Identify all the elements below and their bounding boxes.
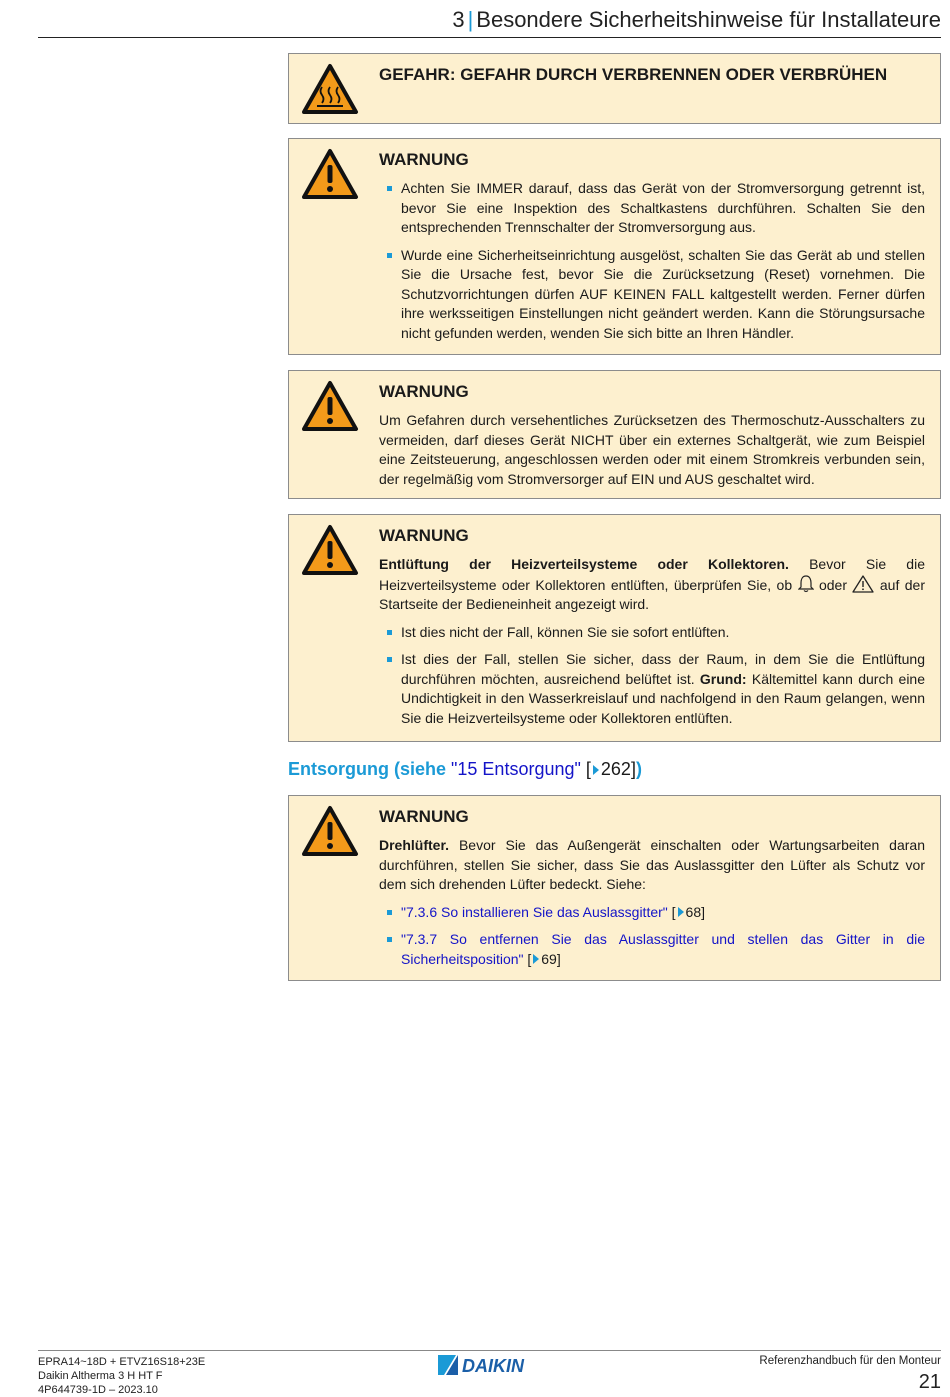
section-heading-disposal: Entsorgung (siehe "15 Entsorgung" [ 262]) — [288, 759, 642, 779]
footer-line: 4P644739-1D – 2023.10 — [38, 1384, 158, 1396]
footer-model-info — [38, 1355, 205, 1397]
page-arrow-icon — [678, 907, 684, 917]
footer-line: Daikin Altherma 3 H HT F — [38, 1370, 163, 1382]
exclamation-warning-icon — [301, 524, 359, 576]
lead-text: auf der Startseite der Bedieneinheit angezeigt wird. — [379, 576, 925, 612]
section-suffix: ) — [635, 759, 642, 779]
section-link[interactable]: "15 Entsorgung" — [451, 759, 581, 779]
warning-box-fan — [288, 795, 941, 981]
chapter-title: Besondere Sicherheitshinweise für Installateure — [476, 7, 941, 32]
page-arrow-icon — [533, 954, 539, 964]
section-prefix: Entsorgung (siehe — [288, 759, 452, 779]
footer-line: EPRA14~18D + ETVZ16S18+23E — [38, 1356, 206, 1368]
box-title: WARNUNG — [379, 807, 469, 826]
list-item — [379, 650, 925, 728]
lead-bold: Entlüftung der Heizverteilsysteme oder Kollektoren. — [379, 556, 789, 572]
box-title: WARNUNG — [379, 526, 469, 545]
lead-text: oder — [813, 576, 853, 593]
reference-link[interactable]: "7.3.6 So installieren Sie das Auslassgitter" — [401, 903, 668, 920]
page-ref[interactable]: 69 — [541, 950, 557, 967]
exclamation-warning-icon — [301, 805, 359, 857]
daikin-logo — [438, 1353, 542, 1377]
warning-text — [379, 836, 925, 895]
page-ref[interactable]: 262 — [600, 759, 631, 779]
item-text: Ist dies der Fall, stellen Sie sicher, dass der Raum, in dem Sie die Entlüftung durchführen möchten, ausreichend belüftet ist. — [401, 651, 925, 687]
page-ref[interactable]: 68 — [685, 903, 702, 920]
exclamation-warning-icon — [301, 380, 359, 432]
exclamation-warning-icon — [301, 148, 359, 200]
warning-triangle-icon — [852, 575, 874, 593]
item-text: Kältemittel kann durch eine Undichtigkeit in den Wasserkreislauf und nachfolgend in den Raum gelangen, wenn Sie die Heizverteilsysteme oder Kollektoren entlüften. — [401, 670, 926, 726]
box-title: WARNUNG — [379, 150, 469, 169]
lead-bold: Drehlüfter. — [379, 837, 450, 853]
lead-text: Bevor Sie das Außengerät einschalten oder Wartungsarbeiten daran durchführen, stellen Sie sicher, dass Sie das Auslassgitter den Lüfter als Schutz vor dem sich drehenden Lüfter bedeckt. Siehe: — [379, 837, 925, 892]
warning-text — [379, 555, 925, 615]
item-bold: Grund: — [699, 670, 747, 687]
lead-text: Bevor Sie die Heizverteilsysteme oder Kollektoren entlüften, überprüfen Sie, ob — [379, 556, 925, 593]
list-item: Ist dies nicht der Fall, können Sie sie sofort entlüften. — [379, 623, 925, 643]
page-footer — [38, 1350, 941, 1396]
list-item: Achten Sie IMMER darauf, dass das Gerät von der Stromversorgung getrennt ist, bevor Sie eine Inspektion des Schaltkastens durchführen. Schalten Sie den entsprechenden Trennschalter der Stromversorgung aus. — [379, 179, 925, 238]
footer-manual-title: Referenzhandbuch für den Monteur — [759, 1355, 941, 1367]
warning-box-power — [288, 138, 941, 355]
warning-list — [379, 623, 925, 729]
header-separator: | — [467, 7, 474, 32]
logo-text: DAIKIN — [462, 1356, 524, 1376]
warning-list — [379, 179, 925, 343]
page-arrow-icon — [593, 765, 599, 775]
box-title: GEFAHR: GEFAHR DURCH VERBRENNEN ODER VERBRÜHEN — [379, 65, 888, 84]
page-header — [38, 0, 941, 38]
page-number: 21 — [918, 1371, 941, 1393]
warning-box-venting — [288, 514, 941, 742]
reference-list — [379, 903, 925, 970]
warning-text: Um Gefahren durch versehentliches Zurücksetzen des Thermoschutz-Ausschalters zu vermeiden, darf dieses Gerät NICHT über ein externes Schaltgerät, wie zum Beispiel eine Zeitsteuerung, angeschlossen werden oder mit einem Stromkreis verbunden sein, der regelmäßig vom Stromversorger auf EIN und AUS geschaltet wird. — [379, 412, 925, 487]
list-item: "7.3.7 So entfernen Sie das Auslassgitter und stellen das Gitter in die Sicherheitsposition" [ 69] — [379, 930, 925, 969]
chapter-number: 3 — [452, 7, 465, 32]
list-item: Wurde eine Sicherheitseinrichtung ausgelöst, schalten Sie das Gerät ab und stellen Sie die Ursache fest, bevor Sie die Zurücksetzung (Reset) vornehmen. Die Schutzvorrichtungen dürfen AUF KEINEN FALL kaltgestellt werden. Ferner dürfen ihre werksseitigen Einstellungen nicht geändert werden. Kann die Störungsursache nicht gefunden werden, wenden Sie sich bitte an Ihren Händler. — [379, 246, 925, 344]
reference-link[interactable]: "7.3.7 So entfernen Sie das Auslassgitter und stellen das Gitter in die Sicherheitsposition" — [401, 931, 925, 967]
box-title: WARNUNG — [379, 382, 469, 401]
warning-box-thermal — [288, 370, 941, 499]
bell-icon — [798, 575, 814, 593]
danger-box-burn — [288, 53, 941, 124]
list-item: "7.3.6 So installieren Sie das Auslassgitter" [ 68] — [379, 903, 925, 923]
hot-surface-warning-icon — [301, 63, 359, 115]
